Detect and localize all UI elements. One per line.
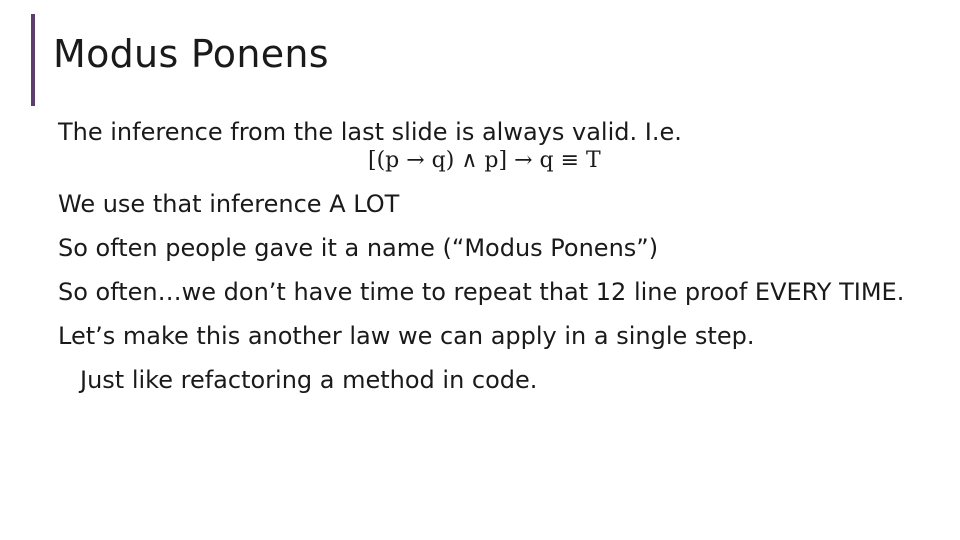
sub-bullet-refactoring: Just like refactoring a method in code. (80, 366, 538, 394)
modus-ponens-formula: [(p → q) ∧ p] → q ≡ T (368, 148, 601, 173)
slide-title: Modus Ponens (53, 32, 329, 76)
bullet-gave-name: So often people gave it a name (“Modus Ponens”) (58, 234, 659, 262)
bullet-another-law: Let’s make this another law we can apply in a single step. (58, 322, 755, 350)
bullet-inference-valid: The inference from the last slide is always valid. I.e. (58, 118, 682, 146)
title-accent-bar (31, 14, 35, 106)
bullet-use-a-lot: We use that inference A LOT (58, 190, 400, 218)
bullet-no-time: So often…we don’t have time to repeat that 12 line proof EVERY TIME. (58, 278, 905, 306)
slide-body (58, 115, 938, 395)
